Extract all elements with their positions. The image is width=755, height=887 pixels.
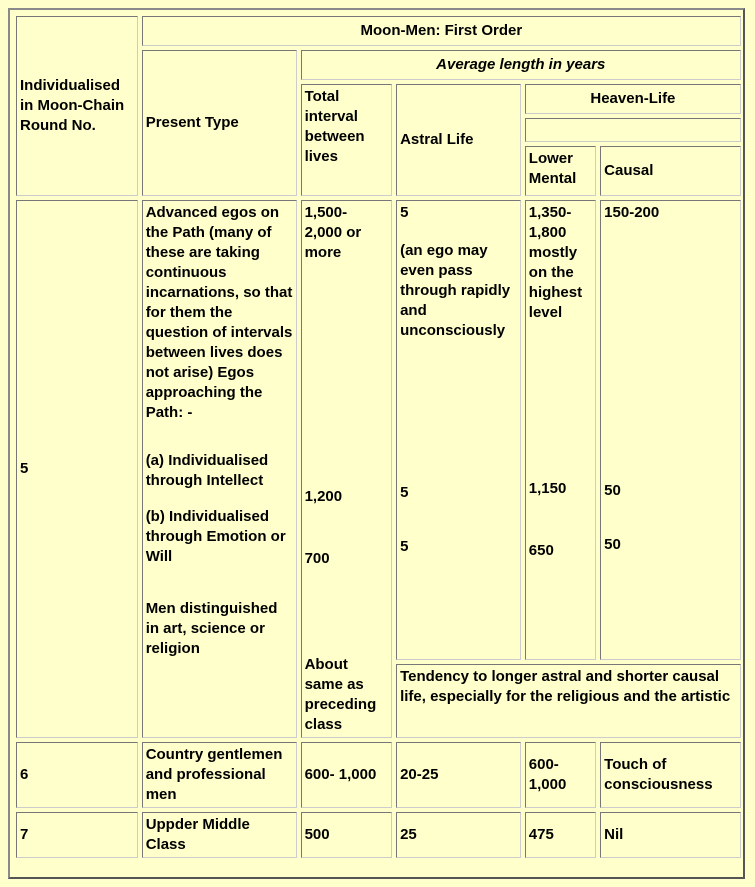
row6-astral-life: 20-25 — [396, 742, 521, 808]
row5-type-men: Men distinguished in art, science or religion — [145, 600, 278, 657]
row5-interval-b: 700 — [304, 550, 330, 567]
row5-lower-main: 1,350- 1,800 mostly on the highest level — [528, 204, 583, 321]
row5-causal — [600, 200, 741, 660]
row5-astral-a: 5 — [400, 484, 409, 501]
header-total-interval: Total interval between lives — [301, 84, 393, 196]
row6-round: 6 — [16, 742, 138, 808]
header-individualised: Individualised in Moon-Chain Round No. — [16, 16, 138, 196]
header-present-type: Present Type — [142, 50, 297, 196]
header-heaven-life: Heaven-Life — [525, 84, 741, 114]
row5-present-type — [142, 200, 297, 738]
row5-astral-b: 5 — [400, 538, 409, 555]
row5-type-main: Advanced egos on the Path (many of these are taking continuous incarnations, so that for them the question of intervals between lives does not arise) Egos approaching the Path: - — [145, 204, 293, 421]
row5-total-interval — [301, 200, 393, 738]
row5-type-a: (a) Individualised through Intellect — [145, 452, 269, 489]
row7-causal: Nil — [600, 812, 741, 858]
row5-astral-main: 5 — [400, 204, 409, 221]
row7-round: 7 — [16, 812, 138, 858]
row5-lower-a: 1,150 — [528, 480, 567, 497]
row5-interval-main: 1,500- 2,000 or more — [304, 204, 362, 261]
header-heaven-spacer — [525, 118, 741, 142]
row5-tendency: Tendency to longer astral and shorter causal life, especially for the religious and the artistic — [396, 664, 741, 738]
header-order-title: Moon-Men: First Order — [142, 16, 741, 46]
row6-total-interval: 600- 1,000 — [301, 742, 393, 808]
row7-lower-mental: 475 — [525, 812, 596, 858]
row6-present-type: Country gentlemen and professional men — [142, 742, 297, 808]
row5-round: 5 — [16, 200, 138, 738]
moon-men-table — [12, 12, 745, 862]
row7-total-interval: 500 — [301, 812, 393, 858]
row5-causal-main: 150-200 — [604, 204, 660, 221]
header-causal: Causal — [600, 146, 741, 196]
header-astral-life: Astral Life — [396, 84, 521, 196]
row5-causal-b: 50 — [604, 536, 621, 553]
row5-interval-a: 1,200 — [304, 488, 343, 505]
row5-lower-b: 650 — [528, 542, 554, 559]
row5-astral-life — [396, 200, 521, 660]
row5-type-b: (b) Individualised through Emotion or Will — [145, 508, 286, 565]
row7-astral-life: 25 — [396, 812, 521, 858]
row5-interval-men: About same as preceding class — [304, 656, 377, 733]
row5-lower-mental — [525, 200, 596, 660]
header-average-length: Average length in years — [301, 50, 741, 80]
row6-lower-mental: 600- 1,000 — [525, 742, 596, 808]
header-lower-mental: Lower Mental — [525, 146, 596, 196]
row5-causal-a: 50 — [604, 482, 621, 499]
row7-present-type: Uppder Middle Class — [142, 812, 297, 858]
row6-causal: Touch of consciousness — [600, 742, 741, 808]
row5-astral-note: (an ego may even pass through rapidly and unconsciously — [400, 242, 511, 339]
